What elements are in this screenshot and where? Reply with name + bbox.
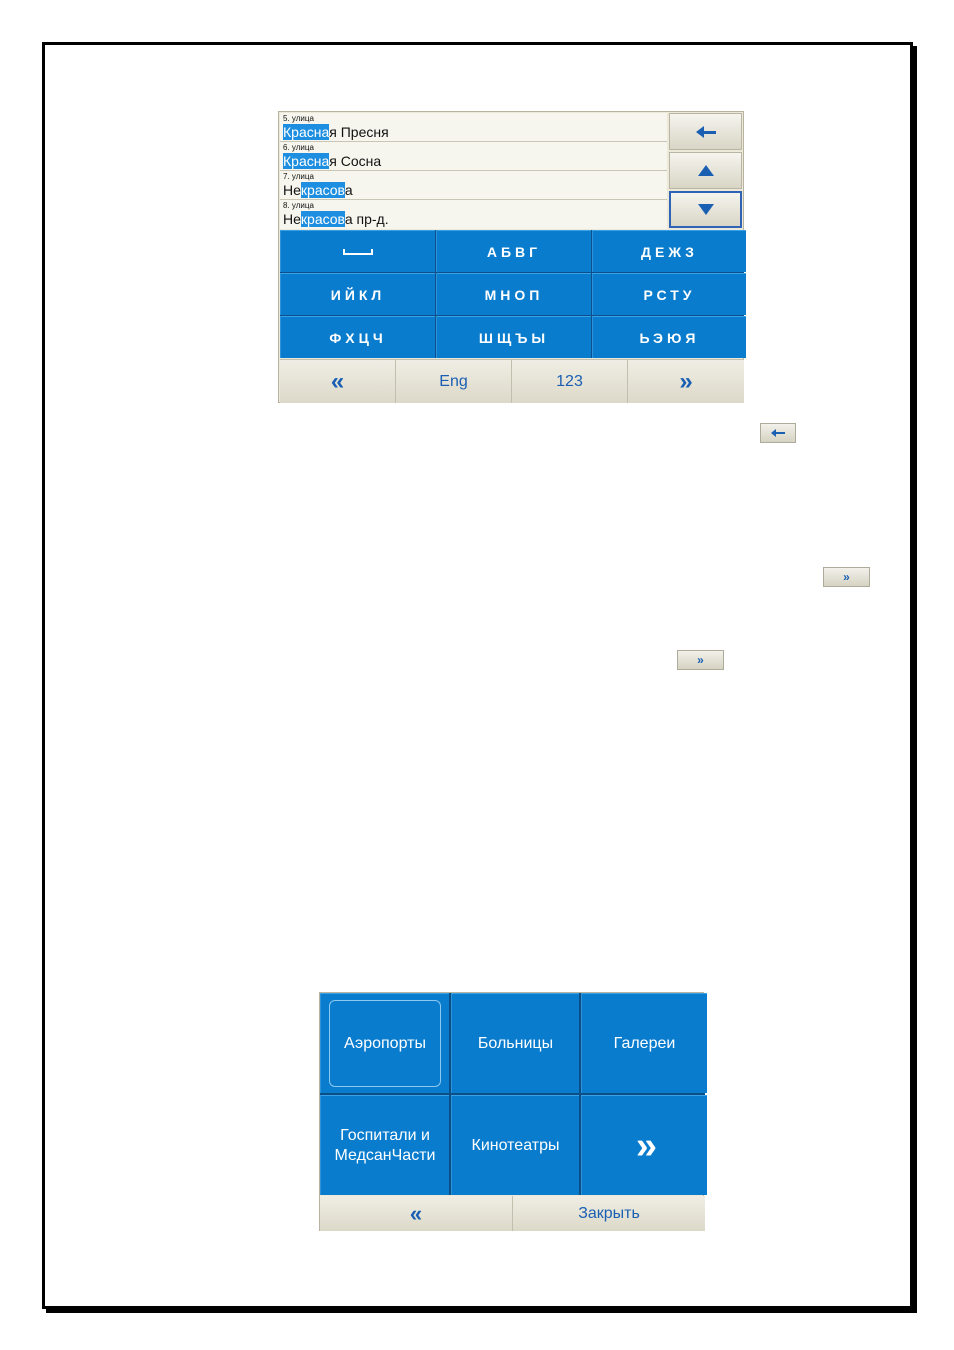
list-item[interactable] — [280, 142, 667, 171]
list-item[interactable] — [280, 113, 667, 142]
key-mnop[interactable]: МНОП — [436, 273, 591, 315]
key-rstu[interactable]: РСТУ — [592, 273, 746, 315]
results-list — [280, 113, 667, 229]
match-highlight: Красна — [283, 124, 330, 140]
match-highlight: красов — [300, 182, 345, 198]
key-space[interactable] — [280, 230, 435, 272]
inline-next-button: » — [823, 567, 870, 587]
backspace-button[interactable] — [669, 113, 742, 150]
digits-layout-button[interactable]: 123 — [512, 359, 628, 403]
scroll-up-button[interactable] — [669, 152, 742, 189]
list-item[interactable] — [280, 200, 667, 229]
result-name: Некрасова пр-д. — [283, 211, 389, 227]
result-index: 8. улица — [283, 201, 314, 210]
category-airports[interactable]: Аэропорты — [320, 993, 449, 1093]
prev-page-button[interactable]: « — [280, 359, 396, 403]
result-name: Красная Пресня — [283, 124, 389, 140]
category-grid — [320, 993, 705, 1195]
space-icon — [343, 249, 373, 255]
inline-backspace-button — [760, 423, 796, 443]
key-iykl[interactable]: ИЙКЛ — [280, 273, 435, 315]
key-fhcch[interactable]: ФХЦЧ — [280, 316, 435, 358]
key-eyuya[interactable]: ЬЭЮЯ — [592, 316, 746, 358]
category-galleries[interactable]: Галереи — [581, 993, 707, 1093]
inline-next-button: » — [677, 650, 724, 670]
match-highlight: красов — [300, 211, 345, 227]
result-index: 5. улица — [283, 114, 314, 123]
arrow-up-icon — [698, 165, 714, 176]
close-button[interactable]: Закрыть — [513, 1196, 705, 1231]
more-categories-button[interactable]: » — [581, 1095, 707, 1195]
key-dezhz[interactable]: ДЕЖЗ — [592, 230, 746, 272]
result-index: 6. улица — [283, 143, 314, 152]
scroll-down-button[interactable] — [669, 191, 742, 228]
match-highlight: Красна — [283, 153, 330, 169]
prev-page-button[interactable]: « — [320, 1196, 513, 1231]
key-shshchy[interactable]: ШЩЪЫ — [436, 316, 591, 358]
result-index: 7. улица — [283, 172, 314, 181]
key-abvg[interactable]: АБВГ — [436, 230, 591, 272]
result-name: Некрасова — [283, 182, 353, 198]
backspace-icon — [696, 126, 716, 138]
backspace-icon — [771, 429, 785, 437]
keyboard-bottom-bar — [280, 359, 744, 403]
category-menu-screen — [319, 992, 704, 1231]
category-bottom-bar — [320, 1196, 705, 1231]
search-keyboard-screen — [278, 111, 744, 403]
english-layout-button[interactable]: Eng — [396, 359, 512, 403]
category-military-hospitals[interactable]: Госпитали и МедсанЧасти — [320, 1095, 449, 1195]
list-item[interactable] — [280, 171, 667, 200]
result-name: Красная Сосна — [283, 153, 382, 169]
arrow-down-icon — [698, 204, 714, 215]
keyboard-keys — [280, 230, 744, 358]
category-cinemas[interactable]: Кинотеатры — [451, 1095, 579, 1195]
category-hospitals[interactable]: Больницы — [451, 993, 579, 1093]
next-page-button[interactable]: » — [628, 359, 744, 403]
